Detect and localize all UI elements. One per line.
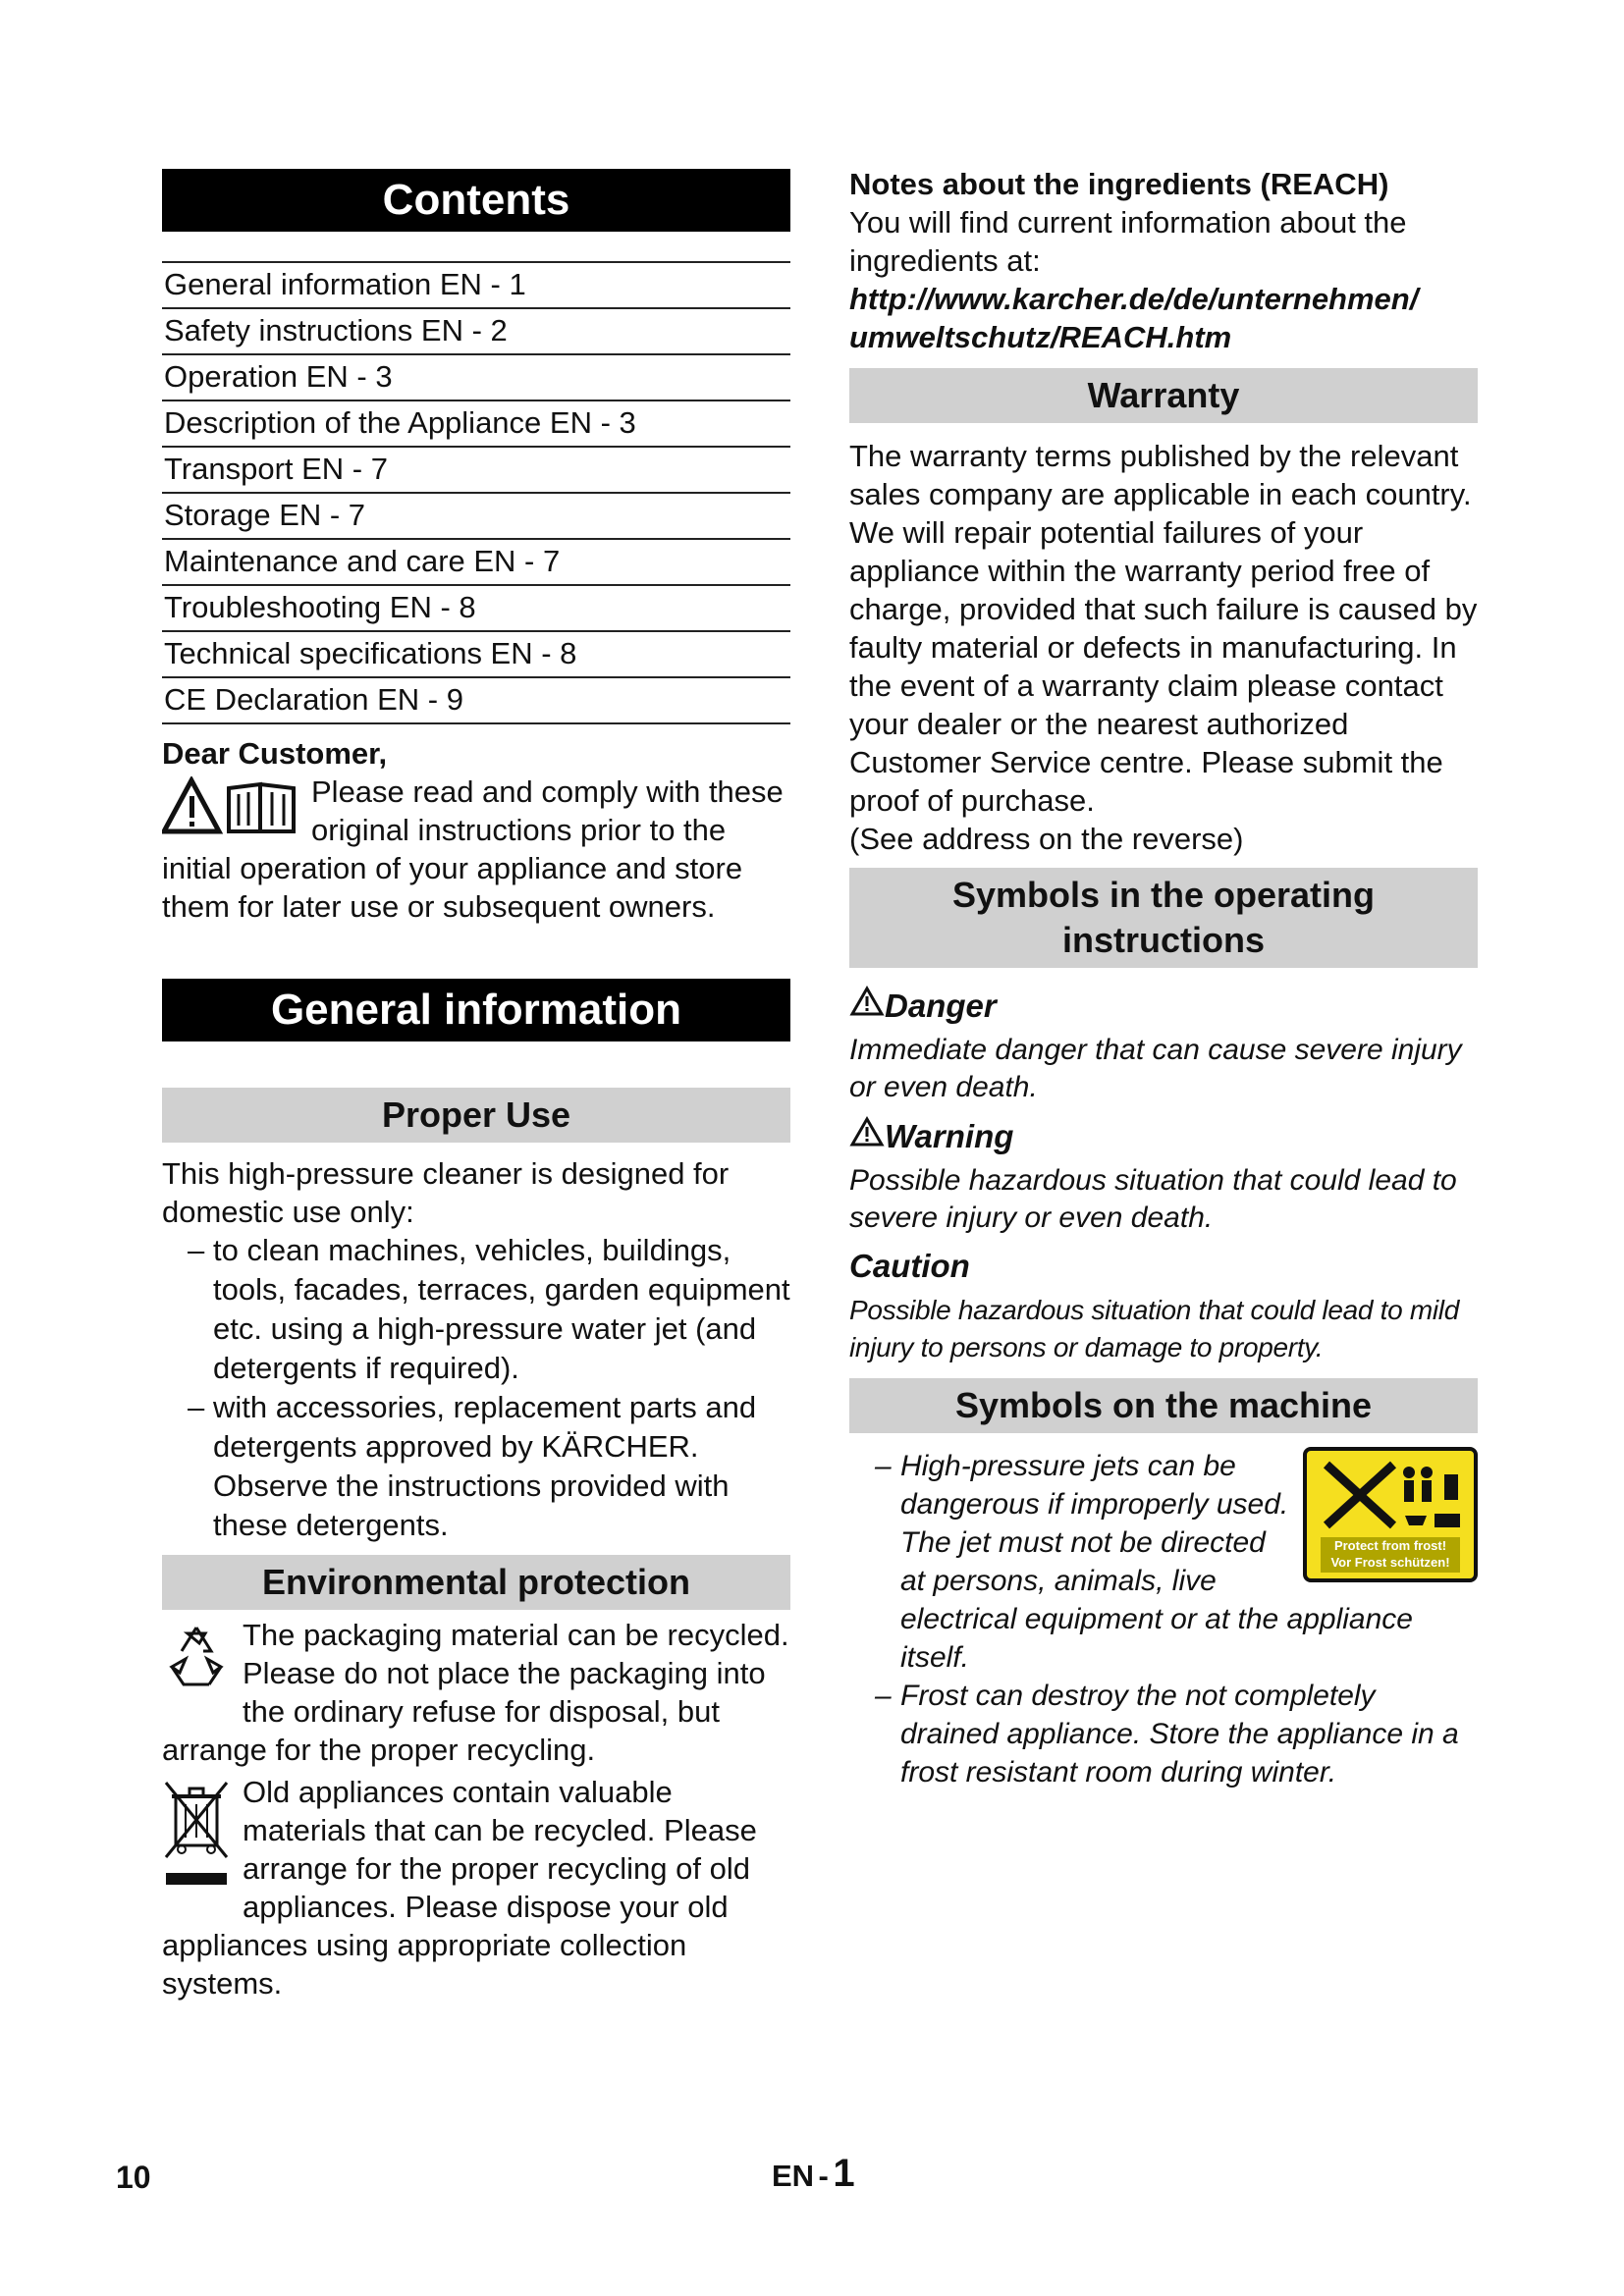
dear-customer-heading: Dear Customer, [162, 736, 388, 771]
warning-manual-icon [162, 776, 299, 846]
list-item: – with accessories, replacement parts and detergents approved by KÄRCHER. Observe the instructions provided with these detergents. [188, 1390, 757, 1542]
dear-customer-section [162, 734, 790, 926]
proper-use-title: Proper Use [162, 1088, 790, 1143]
section-page-number: EN - 1 [772, 2152, 855, 2195]
contents-title: Contents [162, 169, 790, 232]
list-item: – to clean machines, vehicles, buildings, tools, facades, terraces, garden equipment etc. using a high-pressure water jet (and detergents if required). [188, 1233, 790, 1385]
reach-link-line1[interactable]: http://www.karcher.de/de/unternehmen/ [849, 282, 1419, 316]
danger-triangle-icon [849, 986, 885, 1026]
toc-item[interactable]: Description of the Appliance EN - 3 [162, 401, 790, 448]
toc-item[interactable]: Technical specifications EN - 8 [162, 632, 790, 678]
warning-text: Possible hazardous situation that could lead to severe injury or even death. [849, 1164, 1457, 1234]
list-item: – Frost can destroy the not completely drained appliance. Store the appliance in a frost resistant room during winter. [875, 1680, 1459, 1789]
dear-customer-body: Please read and comply with these original instructions prior to the initial operation of your appliance and store them for later use or subsequent owners. [162, 774, 784, 924]
toc-item[interactable]: Troubleshooting EN - 8 [162, 586, 790, 632]
warning-triangle-icon [849, 1116, 885, 1156]
toc-item[interactable]: Maintenance and care EN - 7 [162, 540, 790, 586]
symbols-machine-title: Symbols on the machine [849, 1378, 1478, 1433]
toc-item[interactable]: General information EN - 1 [162, 263, 790, 309]
crossed-bin-icon [162, 1777, 231, 1899]
warranty-section [849, 437, 1478, 858]
packaging-text: The packaging material can be recycled. Please do not place the packaging into the ordinary refuse for disposal, but arrange for the proper recycling. [162, 1618, 789, 1767]
list-item: – High-pressure jets can be dangerous if improperly used. The jet must not be directed at persons, animals, live electrical equipment or at the appliance itself. [875, 1450, 1413, 1674]
warranty-title: Warranty [849, 368, 1478, 423]
general-information-title: General information [162, 979, 790, 1041]
danger-text: Immediate danger that can cause severe injury or even death. [849, 1034, 1462, 1103]
table-of-contents [162, 261, 790, 724]
warranty-note: (See address on the reverse) [849, 822, 1244, 856]
symbols-instructions-section [849, 986, 1478, 1366]
warning-label: Warning [849, 1116, 1478, 1156]
reach-heading: Notes about the ingredients (REACH) [849, 167, 1389, 201]
reach-text: You will find current information about the ingredients at: [849, 205, 1407, 278]
proper-use-list [162, 1231, 790, 1545]
environmental-protection-title: Environmental protection [162, 1555, 790, 1610]
toc-item[interactable]: Transport EN - 7 [162, 448, 790, 494]
proper-use-section [162, 1154, 790, 1545]
caution-text: Possible hazardous situation that could lead to mild injury to persons or damage to property. [849, 1295, 1460, 1362]
left-column [162, 169, 790, 2002]
frost-label-text: Protect from frost! Vor Frost schützen! [1321, 1537, 1460, 1573]
warranty-text: The warranty terms published by the relevant sales company are applicable in each country. We will repair potential failures of your appliance within the warranty period free of charge, provided that such failure is caused by faulty material or defects in manufacturing. In the event of a warranty claim please contact your dealer or the nearest authorized Customer Service centre. Please submit the proof of purchase. [849, 439, 1478, 818]
proper-use-intro: This high-pressure cleaner is designed for domestic use only: [162, 1156, 730, 1229]
caution-label: Caution [849, 1248, 970, 1284]
toc-item[interactable]: Safety instructions EN - 2 [162, 309, 790, 355]
right-column [849, 165, 1478, 1791]
old-appliances-text: Old appliances contain valuable materials that can be recycled. Please arrange for the proper recycling of old appliances. Please dispose your old appliances using appropriate collection systems. [162, 1775, 757, 2001]
danger-label: Danger [849, 986, 1478, 1026]
page-number: 10 [116, 2160, 151, 2195]
symbols-machine-section [849, 1447, 1478, 1791]
toc-item[interactable]: CE Declaration EN - 9 [162, 678, 790, 724]
recycle-icon [162, 1622, 231, 1699]
dear-customer-text [162, 773, 790, 926]
frost-warning-label-image [1303, 1447, 1478, 1582]
reach-link-line2[interactable]: umweltschutz/REACH.htm [849, 320, 1232, 354]
toc-item[interactable]: Storage EN - 7 [162, 494, 790, 540]
environmental-section [162, 1616, 790, 2002]
toc-item[interactable]: Operation EN - 3 [162, 355, 790, 401]
symbols-instructions-title: Symbols in the operating instructions [849, 868, 1478, 968]
